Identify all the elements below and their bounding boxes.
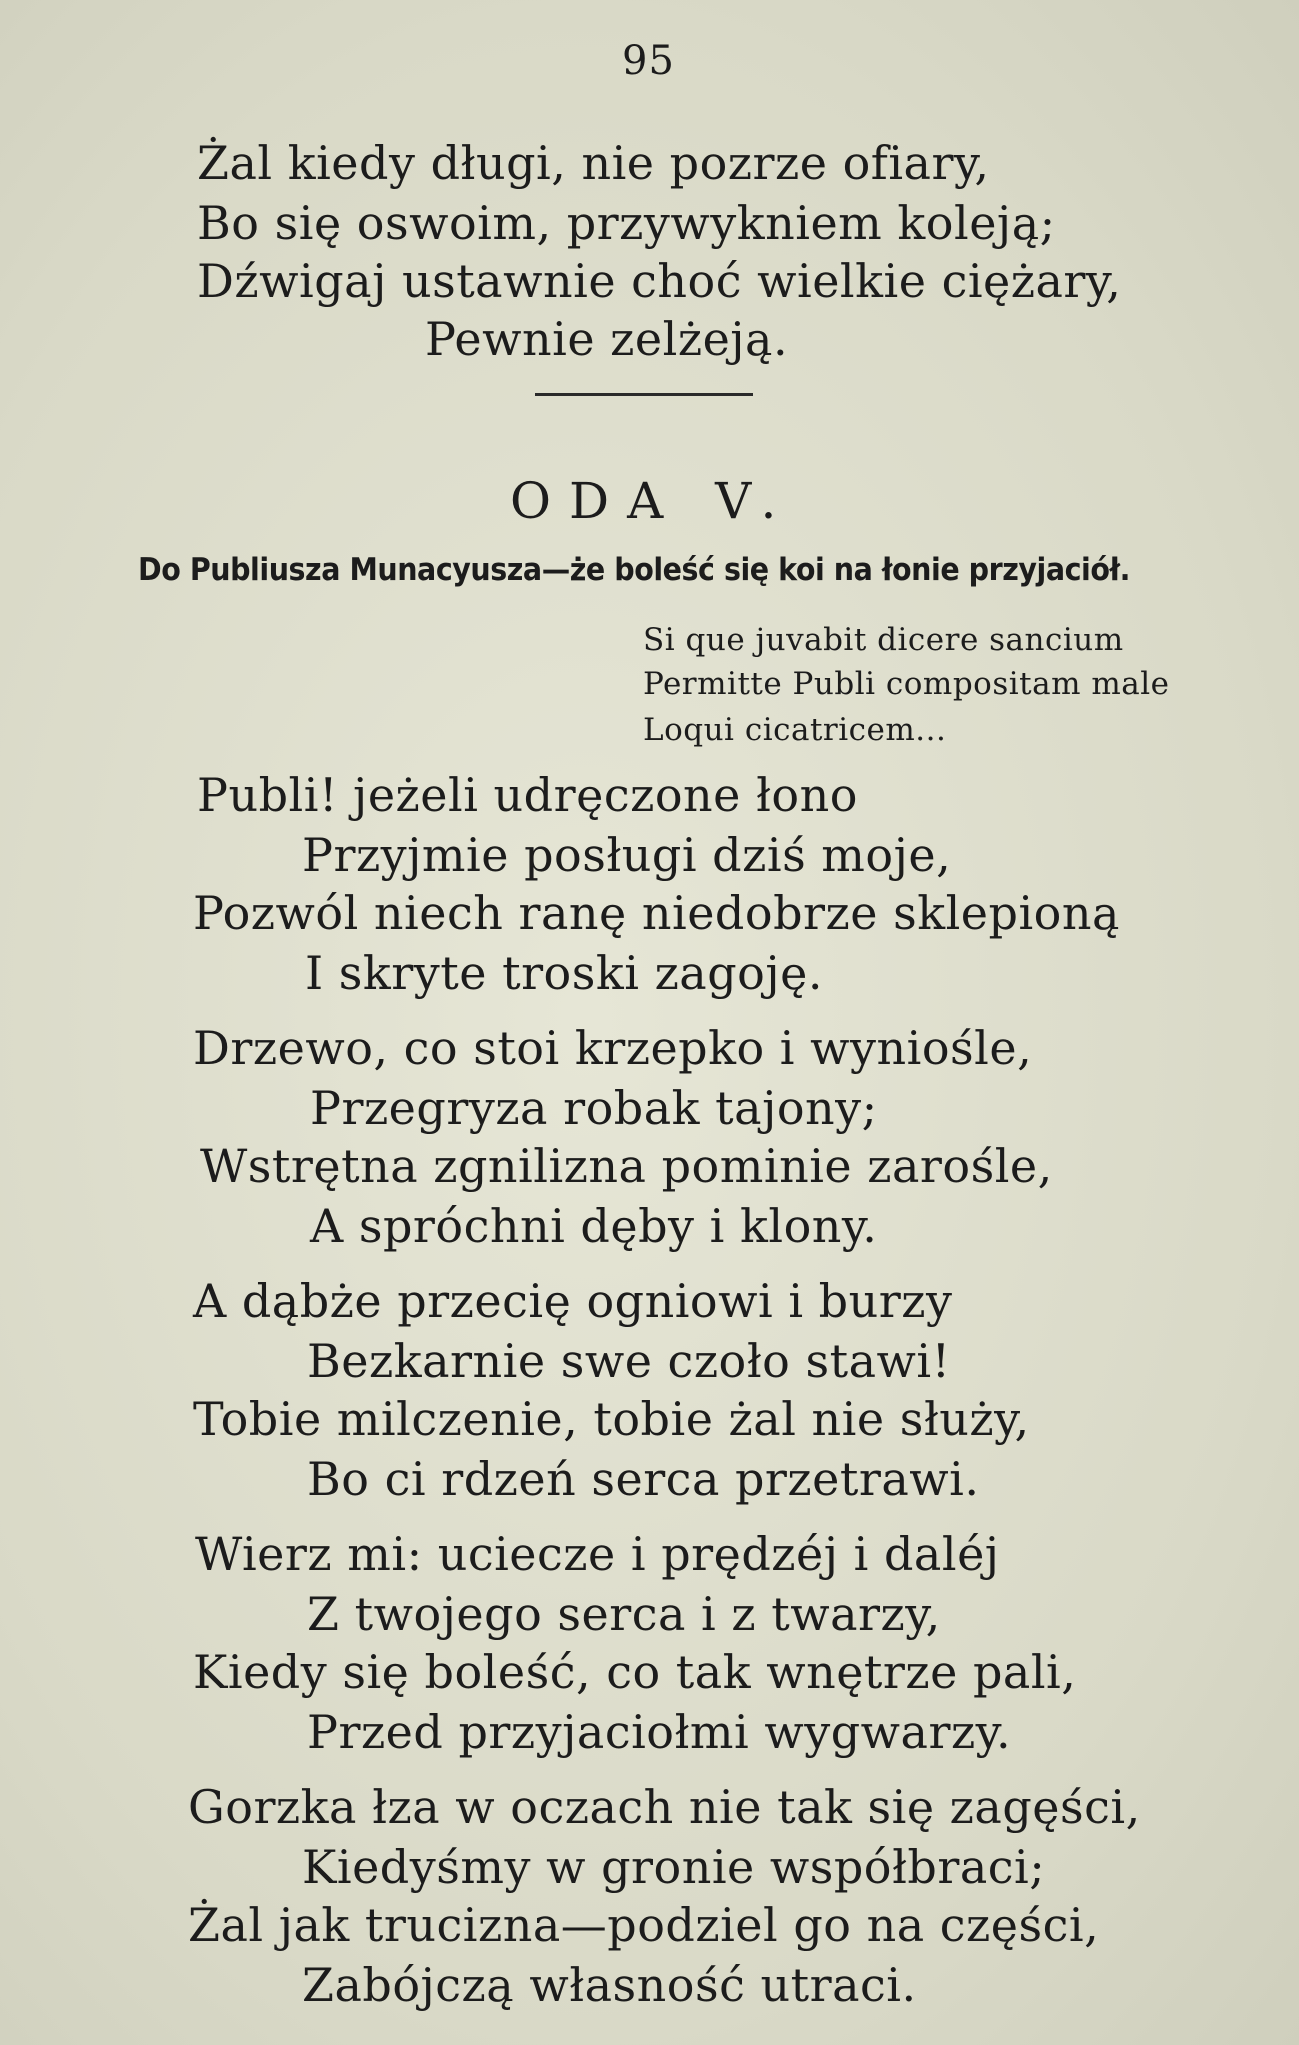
- verse-line: Dźwigaj ustawnie choć wielkie ciężary,: [197, 254, 1122, 308]
- page-number: 95: [622, 38, 675, 84]
- verse-line: Bo ci rdzeń serca przetrawi.: [307, 1452, 980, 1506]
- verse-line: Żal kiedy długi, nie pozrze ofiary,: [197, 136, 990, 190]
- verse-line: A spróchni dęby i klony.: [310, 1199, 878, 1253]
- verse-line: A dąbże przecię ogniowi i burzy: [193, 1274, 953, 1328]
- verse-line: Kiedyśmy w gronie współbraci;: [302, 1840, 1046, 1894]
- verse-line: Bezkarnie swe czoło stawi!: [307, 1334, 951, 1388]
- verse-line: Pozwól niech ranę niedobrze sklepioną: [193, 886, 1120, 940]
- epigraph-line: Permitte Publi compositam male: [643, 666, 1170, 702]
- verse-line: Bo się oswoim, przywykniem koleją;: [197, 196, 1056, 250]
- verse-line: I skryte troski zagoję.: [305, 946, 823, 1000]
- verse-line: Gorzka łza w oczach nie tak się zagęści,: [188, 1780, 1141, 1834]
- verse-line: Przed przyjaciołmi wygwarzy.: [307, 1705, 1012, 1759]
- verse-line: Przegryza robak tajony;: [310, 1081, 878, 1135]
- verse-line: Wstrętna zgnilizna pominie zarośle,: [200, 1139, 1053, 1193]
- verse-line: Wierz mi: uciecze i prędzéj i daléj: [195, 1527, 1000, 1581]
- verse-line: Przyjmie posługi dziś moje,: [302, 828, 952, 882]
- verse-line: Żal jak trucizna—podziel go na części,: [188, 1898, 1100, 1952]
- verse-line: Drzewo, co stoi krzepko i wyniośle,: [193, 1021, 1033, 1075]
- section-divider: [535, 393, 753, 396]
- verse-line: Zabójczą własność utraci.: [302, 1958, 917, 2012]
- verse-line: Tobie milczenie, tobie żal nie służy,: [193, 1392, 1030, 1446]
- poem-title: ODA V.: [510, 472, 795, 530]
- poem-subtitle: Do Publiusza Munacyusza—że boleść się koi na łonie przyjaciół.: [138, 552, 1131, 588]
- verse-line: Publi! jeżeli udręczone łono: [197, 768, 858, 822]
- epigraph-line: Loqui cicatricem...: [643, 712, 947, 748]
- epigraph-line: Si que juvabit dicere sancium: [643, 622, 1124, 658]
- verse-line: Z twojego serca i z twarzy,: [307, 1587, 941, 1641]
- verse-line: Kiedy się boleść, co tak wnętrze pali,: [193, 1645, 1077, 1699]
- verse-line: Pewnie zelżeją.: [425, 312, 789, 366]
